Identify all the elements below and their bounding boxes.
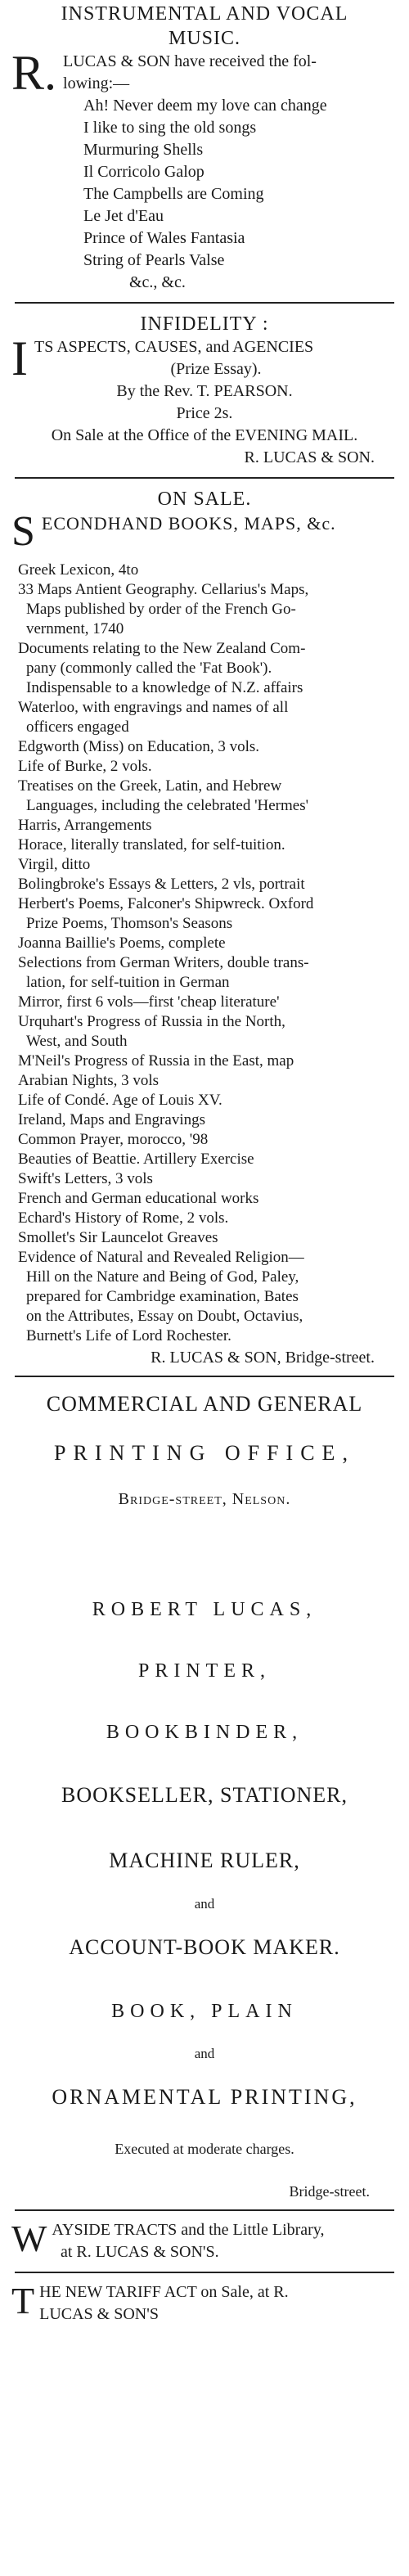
- book-line: Treatises on the Greek, Latin, and Hebrew: [18, 777, 282, 795]
- music-title-line2: MUSIC.: [168, 28, 241, 49]
- tariff-advert: [11, 2281, 398, 2326]
- printing-address: Bridge-street, Nelson.: [118, 1490, 291, 1508]
- book-line: Virgil, ditto: [18, 856, 91, 873]
- book-line: Echard's History of Rome, 2 vols.: [18, 1209, 229, 1227]
- book-line: Horace, literally translated, for self-tuition.: [18, 836, 285, 853]
- books-title: ON SALE.: [157, 489, 252, 510]
- books-heading-row: [11, 508, 398, 555]
- infidelity-line2: (Prize Essay).: [170, 360, 262, 378]
- divider: [15, 1376, 394, 1377]
- book-line: Mirror, first 6 vols—first 'cheap literature': [18, 993, 280, 1011]
- infidelity-seller: R. LUCAS & SON.: [244, 448, 375, 466]
- book-line: Edgworth (Miss) on Education, 3 vols.: [18, 738, 260, 755]
- book-line: Herbert's Poems, Falconer's Shipwreck. Oxford: [18, 895, 314, 912]
- divider: [15, 2272, 394, 2273]
- music-title-line1: INSTRUMENTAL AND VOCAL: [61, 3, 348, 25]
- drop-cap-r: R.: [11, 46, 57, 100]
- books-seller: R. LUCAS & SON, Bridge-street.: [151, 1349, 375, 1367]
- tracts-line2: at R. LUCAS & SON'S.: [61, 2243, 219, 2261]
- music-intro-line1: LUCAS & SON have received the fol-: [63, 52, 317, 70]
- book-line: Smollet's Sir Launcelot Greaves: [18, 1229, 218, 1246]
- drop-cap-i: I: [11, 331, 28, 385]
- book-line: Bolingbroke's Essays & Letters, 2 vls, portrait: [18, 876, 305, 893]
- drop-cap-w: W: [11, 2218, 47, 2259]
- tariff-line1: HE NEW TARIFF ACT on Sale, at R.: [39, 2283, 289, 2301]
- printing-street: Bridge-street.: [289, 2183, 370, 2200]
- divider: [15, 2209, 394, 2211]
- music-item: Le Jet d'Eau: [83, 207, 164, 225]
- book-line: on the Attributes, Essay on Doubt, Octavius,: [26, 1308, 303, 1325]
- printing-account: ACCOUNT-BOOK MAKER.: [69, 1935, 340, 1959]
- tariff-line2: LUCAS & SON'S: [39, 2305, 159, 2323]
- divider: [15, 477, 394, 479]
- book-line: Selections from German Writers, double trans-: [18, 954, 309, 971]
- book-line: Documents relating to the New Zealand Com-: [18, 640, 306, 657]
- book-line: officers engaged: [26, 718, 129, 736]
- infidelity-body: [11, 331, 398, 385]
- printing-and-1: and: [194, 1896, 215, 1912]
- book-line: M'Neil's Progress of Russia in the East, map: [18, 1052, 294, 1070]
- book-line: Waterloo, with engravings and names of all: [18, 699, 289, 716]
- printing-ruler: MACHINE RULER,: [109, 1849, 300, 1872]
- book-line: Evidence of Natural and Revealed Religion—: [18, 1249, 304, 1266]
- infidelity-advert: [11, 312, 398, 469]
- printing-title: COMMERCIAL AND GENERAL: [46, 1392, 363, 1416]
- book-line: Hill on the Nature and Being of God, Paley,: [26, 1268, 299, 1286]
- book-line: Languages, including the celebrated 'Hermes': [26, 797, 309, 814]
- music-etc: &c., &c.: [129, 273, 186, 291]
- infidelity-sale: On Sale at the Office of the EVENING MAIL.: [51, 426, 358, 444]
- printing-executed: Executed at moderate charges.: [115, 2141, 294, 2157]
- tracts-advert: [11, 2219, 398, 2263]
- music-item: Ah! Never deem my love can change: [83, 97, 327, 115]
- book-line: Indispensable to a knowledge of N.Z. affairs: [26, 679, 303, 696]
- infidelity-author: By the Rev. T. PEARSON.: [116, 382, 293, 400]
- book-line: Burnett's Life of Lord Rochester.: [26, 1327, 231, 1344]
- infidelity-price: Price 2s.: [176, 404, 233, 422]
- printing-sub: PRINTING OFFICE,: [54, 1441, 355, 1465]
- divider: [15, 302, 394, 304]
- book-line: Harris, Arrangements: [18, 817, 152, 834]
- book-line: West, and South: [26, 1033, 128, 1050]
- books-heading: ECONDHAND BOOKS, MAPS, &c.: [41, 513, 336, 534]
- infidelity-title: INFIDELITY :: [140, 313, 269, 335]
- infidelity-line1: TS ASPECTS, CAUSES, and AGENCIES: [34, 338, 314, 356]
- printing-bookseller: BOOKSELLER, STATIONER,: [61, 1783, 348, 1807]
- music-item: I like to sing the old songs: [83, 119, 257, 137]
- music-intro: [11, 46, 398, 100]
- printing-and-2: and: [194, 2046, 215, 2061]
- printing-printer: PRINTER,: [137, 1660, 271, 1682]
- book-line: vernment, 1740: [26, 620, 124, 637]
- music-intro-line2: lowing:—: [63, 74, 130, 92]
- book-line: Swift's Letters, 3 vols: [18, 1170, 153, 1187]
- book-line: Common Prayer, morocco, '98: [18, 1131, 209, 1148]
- books-list: [11, 561, 398, 1346]
- printing-advert: [11, 1385, 398, 2201]
- printing-plain: BOOK, PLAIN: [111, 2001, 298, 2022]
- book-line: 33 Maps Antient Geography. Cellarius's Maps,: [18, 581, 309, 598]
- book-line: Joanna Baillie's Poems, complete: [18, 934, 226, 952]
- music-item: String of Pearls Valse: [83, 251, 225, 269]
- book-line: Life of Burke, 2 vols.: [18, 758, 152, 775]
- music-item: Il Corricolo Galop: [83, 163, 204, 181]
- music-item: Prince of Wales Fantasia: [83, 229, 245, 247]
- book-line: Ireland, Maps and Engravings: [18, 1111, 205, 1128]
- book-line: lation, for self-tuition in German: [26, 974, 230, 991]
- book-line: Life of Condé. Age of Louis XV.: [18, 1092, 222, 1109]
- music-item: Murmuring Shells: [83, 141, 204, 159]
- printing-ornamental: ORNAMENTAL PRINTING,: [52, 2085, 357, 2109]
- book-line: Urquhart's Progress of Russia in the North,: [18, 1013, 285, 1030]
- music-list: [11, 95, 398, 294]
- book-line: Prize Poems, Thomson's Seasons: [26, 915, 233, 932]
- tracts-line1: AYSIDE TRACTS and the Little Library,: [52, 2221, 325, 2239]
- book-line: French and German educational works: [18, 1190, 259, 1207]
- book-line: pany (commonly called the 'Fat Book').: [26, 660, 272, 677]
- drop-cap-t: T: [11, 2280, 35, 2322]
- printing-bookbinder: BOOKBINDER,: [106, 1722, 303, 1743]
- music-item: The Campbells are Coming: [83, 185, 264, 203]
- books-advert: [11, 487, 398, 1367]
- book-line: Maps published by order of the French Go-: [26, 601, 296, 618]
- book-line: prepared for Cambridge examination, Bates: [26, 1288, 299, 1305]
- printing-name: ROBERT LUCAS,: [92, 1599, 317, 1620]
- book-line: Arabian Nights, 3 vols: [18, 1072, 160, 1089]
- drop-cap-s: S: [11, 508, 35, 555]
- book-line: Beauties of Beattie. Artillery Exercise: [18, 1151, 254, 1168]
- music-advert: [11, 0, 398, 294]
- book-line: Greek Lexicon, 4to: [18, 561, 139, 579]
